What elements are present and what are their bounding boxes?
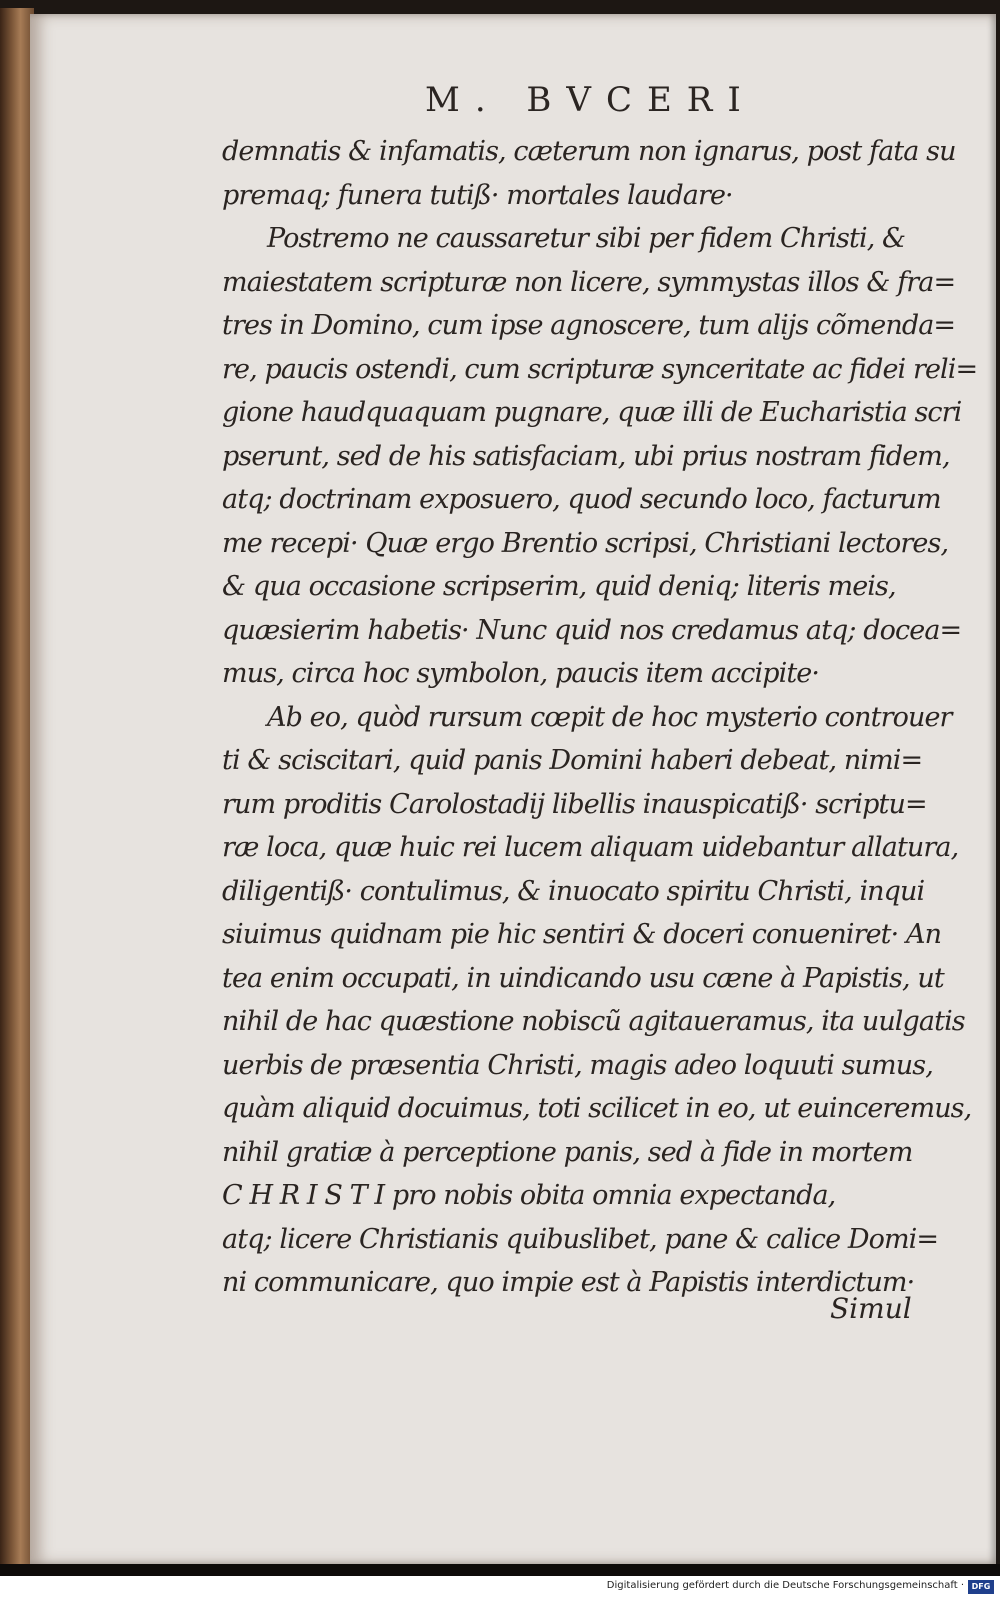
text-line: nihil de hac quæstione nobiscũ agitaueramus, ita uulgatis [222, 1006, 965, 1037]
text-line: pserunt, sed de his satisfaciam, ubi prius nostram fidem, [222, 440, 950, 472]
text-line: ræ loca, quæ huic rei lucem aliquam uidebantur allatura, [222, 832, 959, 863]
body-text [222, 130, 978, 1305]
text-line: atq; licere Christianis quibuslibet, pane & calice Domi= [222, 1223, 939, 1255]
scan-bottom-edge [0, 1564, 1000, 1576]
text-line: diligentiß· contulimus, & inuocato spiritu Christi, inqui [222, 875, 925, 907]
text-line: uerbis de præsentia Christi, magis adeo loquuti sumus, [222, 1049, 933, 1081]
running-head: M. BVCERI [425, 80, 756, 120]
text-line: & qua occasione scripserim, quid deniq; literis meis, [222, 571, 896, 602]
text-line: quàm aliquid docuimus, toti scilicet in eo, ut euinceremus, [222, 1093, 972, 1124]
dfg-logo: DFG [968, 1580, 994, 1594]
text-line: rum proditis Carolostadij libellis inauspicatiß· scriptu= [222, 788, 927, 820]
text-line: Ab eo, quòd rursum cœpit de hoc mysterio controuer [267, 701, 952, 733]
text-line: quæsierim habetis· Nunc quid nos credamus atq; docea= [222, 614, 962, 646]
book-edge [0, 8, 34, 1568]
text-line: nihil gratiæ à perceptione panis, sed à fide in mortem [222, 1136, 913, 1168]
text-line: mus, circa hoc symbolon, paucis item accipite· [222, 658, 820, 689]
text-line: siuimus quidnam pie hic sentiri & doceri conueniret· An [222, 919, 942, 950]
text-line: C H R I S T I pro nobis obita omnia expectanda, [222, 1180, 836, 1211]
text-line: maiestatem scripturæ non licere, symmystas illos & fra= [222, 266, 956, 298]
text-line: me recepi· Quæ ergo Brentio scripsi, Christiani lectores, [222, 527, 949, 559]
text-line: ni communicare, quo impie est à Papistis interdictum· [222, 1267, 915, 1298]
text-line: gione haudquaquam pugnare, quæ illi de Eucharistia scri [222, 397, 962, 428]
footer-bar [0, 1576, 1000, 1598]
funding-credit: Digitalisierung gefördert durch die Deutsche Forschungsgemeinschaft · [606, 1580, 964, 1591]
text-line: tres in Domino, cum ipse agnoscere, tum alijs cõmenda= [222, 310, 956, 341]
text-line: premaq; funera tutiß· mortales laudare· [222, 179, 733, 211]
text-line: Postremo ne caussaretur sibi per fidem Christi, & [267, 223, 906, 254]
text-line: demnatis & infamatis, cæterum non ignarus, post fata su [222, 136, 956, 167]
text-line: tea enim occupati, in uindicando usu cæne à Papistis, ut [222, 962, 944, 994]
text-line: atq; doctrinam exposuero, quod secundo loco, facturum [222, 484, 941, 515]
text-line: ti & sciscitari, quid panis Domini haberi debeat, nimi= [222, 745, 923, 776]
text-line: re, paucis ostendi, cum scripturæ synceritate ac fidei reli= [222, 353, 978, 385]
catchword: Simul [830, 1292, 912, 1325]
